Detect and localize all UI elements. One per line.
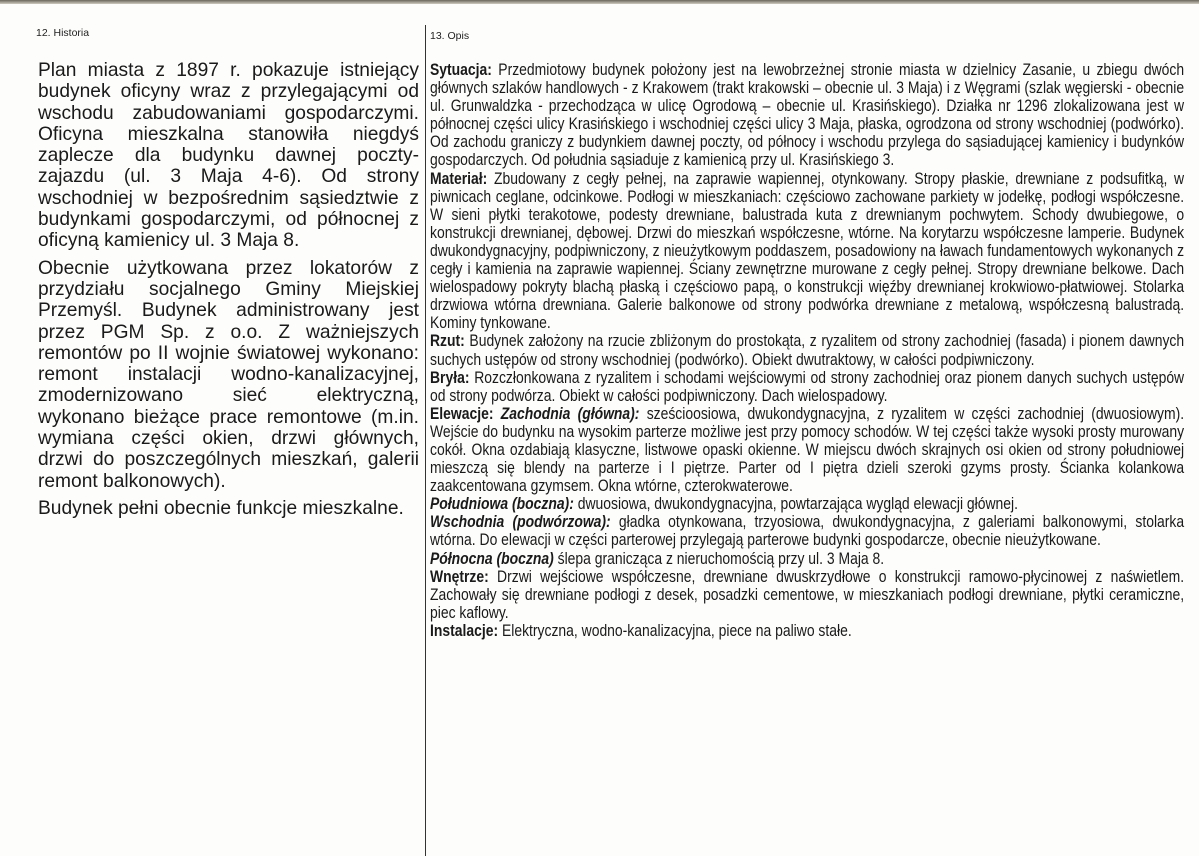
section-label: Materiał: — [430, 169, 488, 188]
section-label: Instalacje: — [430, 621, 499, 640]
section-sublabel: Zachodnia (główna): — [493, 404, 640, 423]
section-text: sześcioosiowa, dwukondygnacyjna, z ryzalitem w części zachodniej (dwuosiowym). Wejście do budynku na wysokim parterze możliwe jest przy pomocy schodów. W tej części także wysoki prosty murowany cokół. Okna ozdabiają klasyczne, listwowe opaski okienne. W miejscu dwóch skrajnych osi okien od strony południowej mieszczą się blendy na parterze i I piętrze. Parter od I piętra dzieli szeroki gzyms prosty. Ścianka kolankowa zaakcentowana gzymsem. Okna wtórne, czterokwaterowe. — [430, 404, 1185, 496]
description-section — [430, 622, 1184, 640]
historia-text — [38, 60, 419, 525]
description-section — [430, 513, 1184, 549]
section-label: Rzut: — [430, 332, 465, 351]
section-sublabel: Wschodnia (podwórzowa): — [430, 513, 611, 532]
section-text: Rozczłonkowana z ryzalitem i schodami wejściowymi od strony zachodniej oraz pionem danych suchych ustępów od strony podwórza. Obiekt w całości podpiwniczony. Dach wielospadowy. — [430, 368, 1185, 405]
section-heading-opis: 13. Opis — [430, 30, 470, 42]
description-section — [430, 170, 1184, 333]
description-section — [430, 568, 1184, 622]
section-text: Budynek założony na rzucie zbliżonym do prostokąta, z ryzalitem od strony zachodniej (fasada) i pionem dawnych suchych ustępów od strony wschodniej (podwórko). Obiekt dwutraktowy, w całości podpiwniczony. — [430, 332, 1185, 369]
section-text: Przedmiotowy budynek położony jest na lewobrzeżnej stronie miasta w dzielnicy Zasanie, u zbiegu dwóch głównych szlaków handlowych - z Krakowem (trakt krakowski – obecnie ul. 3 Maja) i z Węgrami (szlak węgierski - obecnie ul. Grunwaldzka - przechodząca w ulicę Ogrodową – obecnie ul. Krasińskiego). Działka nr 1296 zlokalizowana jest w północnej części ulicy Krasińskiego i wschodniej części ulicy 3 Maja, płaska, ogrodzona od strony wschodniej (podwórko). Od zachodu graniczy z budynkiem dawnej poczty, od północy i wschodu przylega do sąsiadującej kamienicy i budynków gospodarczych. Od południa sąsiaduje z kamienicą przy ul. Krasińskiego 3. — [430, 61, 1185, 170]
section-label: Wnętrze: — [430, 567, 489, 586]
paragraph: Plan miasta z 1897 r. pokazuje istniejący budynek oficyny wraz z przylegającymi od wschodu zabudowaniami gospodarczymi. Oficyna mieszkalna stanowiła niegdyś zaplecze dla budynku dawnej poczty-zajazdu (ul. 3 Maja 4-6). Od strony wschodniej w bezpośrednim sąsiedztwie z budynkami gospodarczymi, od północnej z oficyną kamienicy ul. 3 Maja 8. — [38, 60, 419, 252]
description-section — [430, 61, 1184, 170]
opis-text — [430, 61, 1184, 640]
description-section — [430, 550, 1184, 568]
description-section — [430, 405, 1184, 495]
paragraph: Obecnie użytkowana przez lokatorów z przydziału socjalnego Gminy Miejskiej Przemyśl. Budynek administrowany jest przez PGM Sp. z o.o. Z ważniejszych remontów po II wojnie światowej wykonano: remont instalacji wodno-kanalizacyjnej, zmodernizowano sieć elektryczną, wykonano bieżące prace remontowe (m.in. wymiana części okien, drzwi głównych, drzwi do poszczególnych mieszkań, galerii remont balkonowych). — [38, 257, 419, 492]
scan-edge — [0, 0, 1199, 4]
section-text: Zbudowany z cegły pełnej, na zaprawie wapiennej, otynkowany. Stropy płaskie, drewniane z podsufitką, w piwnicach ceglane, odcinkowe. Podłogi w mieszkaniach: częściowo zachowane parkiety w jodełkę, podłogi współczesne. W sieni płytki terakotowe, podesty drewniane, balustrada kuta z drewnianym pochwytem. Schody dwubiegowe, o konstrukcji drewnianej, dębowej. Drzwi do mieszkań współczesne, wtórne. Na korytarzu współczesne lamperie. Budynek dwukondygnacyjny, podpiwniczony, z nieużytkowym poddaszem, posadowiony na ławach fundamentowych wykonanych z cegły i kamienia na zaprawie wapiennej. Ściany zewnętrzne murowane z cegły pełnej. Stropy drewniane belkowe. Dach wielospadowy pokryty blachą płaską i częściowo papą, o konstrukcji więźby drewnianej krokwiowo-płatwiowej. Stolarka drzwiowa wtórna drewniana. Galerie balkonowe od strony podwórka drewniane z metalową, współczesną balustradą. Kominy tynkowane. — [430, 169, 1185, 333]
section-label: Sytuacja: — [430, 61, 492, 79]
column-divider — [425, 25, 426, 856]
section-sublabel: Południowa (boczna): — [430, 495, 574, 514]
section-label: Elewacje: — [430, 404, 494, 423]
description-section — [430, 369, 1184, 405]
section-label: Bryła: — [430, 368, 470, 387]
description-section — [430, 495, 1184, 513]
section-sublabel: Północna (boczna) — [430, 549, 554, 568]
description-section — [430, 332, 1184, 368]
paragraph: Budynek pełni obecnie funkcje mieszkalne. — [38, 497, 404, 519]
section-text: dwuosiowa, dwukondygnacyjna, powtarzająca wygląd elewacji głównej. — [573, 495, 1018, 514]
section-text: gładka otynkowana, trzyosiowa, dwukondygnacyjna, z galeriami balkonowymi, stolarka wtórna. Do elewacji w części parterowej przylegają parterowe budynki gospodarcze, obecnie nieużytkowane. — [430, 513, 1185, 550]
section-text: ślepa granicząca z nieruchomością przy ul. 3 Maja 8. — [553, 549, 885, 568]
section-text: Drzwi wejściowe współczesne, drewniane dwuskrzydłowe o konstrukcji ramowo-płycinowej z naświetlem. Zachowały się drewniane podłogi z desek, posadzki cementowe, w mieszkaniach podłogi drewniane, płytki ceramiczne, piec kaflowy. — [430, 567, 1185, 622]
section-text: Elektryczna, wodno-kanalizacyjna, piece na paliwo stałe. — [498, 621, 852, 640]
section-heading-historia: 12. Historia — [36, 27, 90, 39]
